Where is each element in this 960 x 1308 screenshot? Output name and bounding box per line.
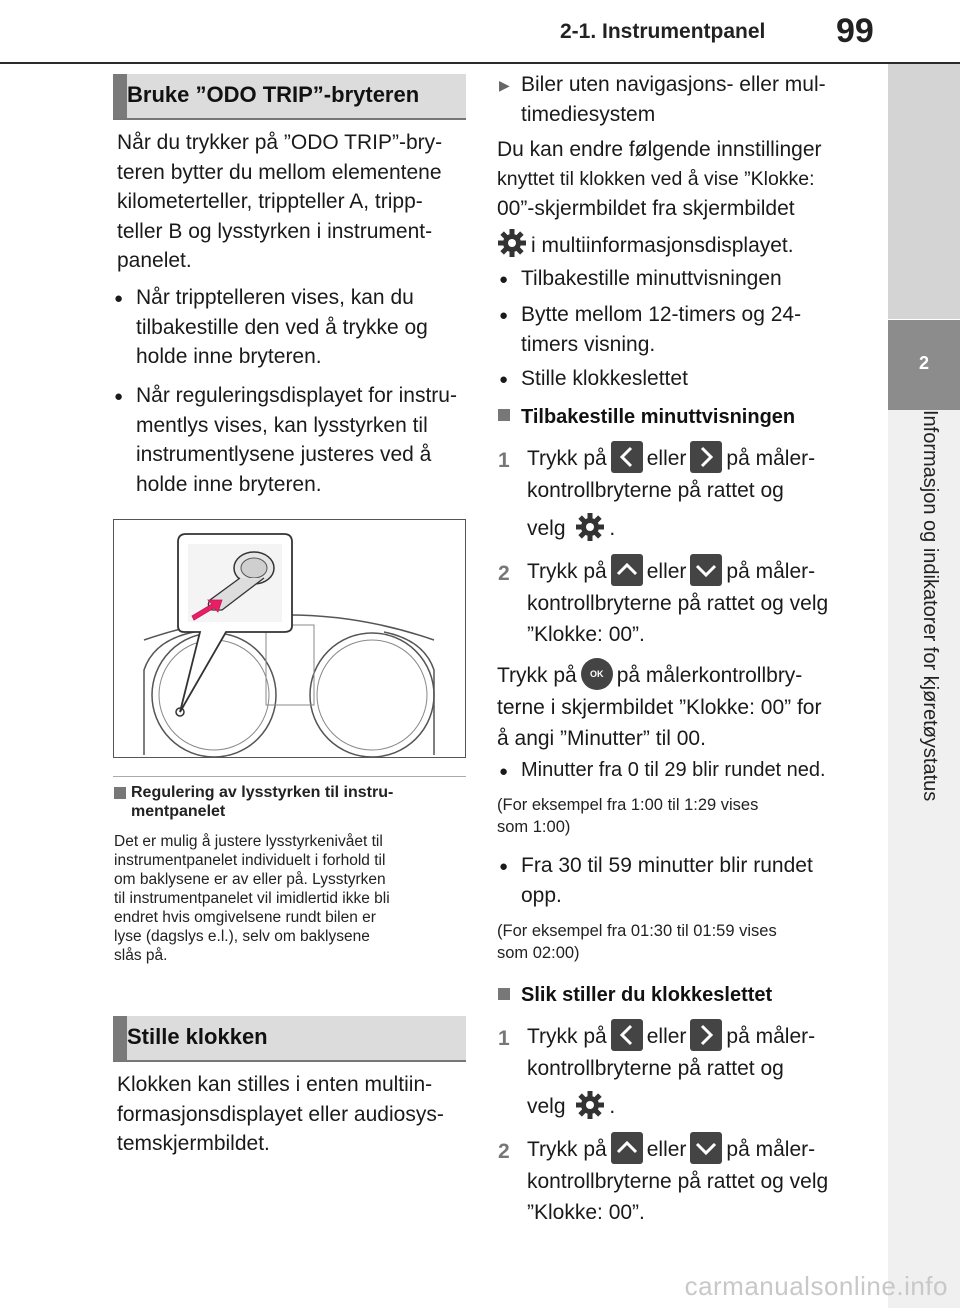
section-header-clock [113,1016,466,1062]
ok-button-icon: OK [581,658,613,690]
step-1-set-time: Trykk på eller på måler- kontrollbryterne på rattet og velg . [527,1021,857,1123]
page-number: 99 [836,12,874,50]
bullet-set-time: ● Stille klokkeslettet [521,364,851,394]
bullet-trip-reset: ● Når tripptelleren vises, kan du tilbakestille den ved å trykke og holde inne bryteren. [136,283,466,372]
vehicle-type-item: ▶ Biler uten navigasjons- eller mul- timediesystem [521,70,851,129]
example-1: (For eksempel fra 1:00 til 1:29 vises som 1:00) [497,796,759,836]
subhead-square-icon [498,409,510,421]
intro-paragraph: Når du trykker på ”ODO TRIP”-bry- teren bytter du mellom elementene kilometerteller, trippteller A, tripp- teller B og lysstyrken i instrument- panelet. [117,131,443,272]
chevron-down-icon [690,1132,722,1164]
header-rule [0,62,960,64]
bullet-12-24: ● Bytte mellom 12-timers og 24- timers visning. [521,300,851,359]
chapter-title: Informasjon og indikatorer for kjøretøystatus [919,410,941,802]
subhead-reset-minutes: Tilbakestille minuttvisningen [521,406,796,428]
section-header-text: Stille klokken [127,1024,268,1049]
subhead-square-icon [498,988,510,1000]
chevron-left-icon [611,441,643,473]
step-2-reset: Trykk på eller på måler- kontrollbryterne på rattet og velg ”Klokke: 00”. [527,556,857,650]
instrument-panel-illustration [113,519,466,758]
chevron-up-icon [611,1132,643,1164]
ok-paragraph: Trykk på OK på målerkontrollbry- terne i skjermbildet ”Klokke: 00” for å angi ”Minutter” til 00. [497,660,849,754]
clock-intro-paragraph: Klokken kan stilles i enten multiin- formasjonsdisplayet eller audiosys- temskjermbildet. [117,1073,444,1155]
step-number: 1 [498,449,510,472]
step-1-reset: Trykk på eller på måler- kontrollbryterne på rattet og velg . [527,443,857,545]
side-tab-top [888,64,960,319]
section-header-text: Bruke ”ODO TRIP”-bryteren [127,82,420,107]
section-header-odo-trip [113,74,466,120]
chevron-right-icon [690,1019,722,1051]
section-title: 2-1. Instrumentpanel [560,20,766,43]
chevron-down-icon [690,554,722,586]
gear-icon [497,228,527,258]
step-number: 2 [498,562,510,585]
settings-paragraph: Du kan endre følgende innstillinger knyttet til klokken ved å vise ”Klokke: 00”-skjermbildet fra skjermbildet i multiinformasjonsdisplayet. [497,138,822,257]
step-number: 1 [498,1027,510,1050]
chevron-left-icon [611,1019,643,1051]
gear-icon [575,1090,605,1120]
chapter-number-tab: 2 [888,320,960,410]
note-title: Regulering av lysstyrken til instru- mentpanelet [131,784,394,820]
watermark: carmanualsonline.info [684,1271,948,1301]
bullet-round-up: ● Fra 30 til 59 minutter blir rundet opp. [521,851,851,910]
bullet-round-down: ● Minutter fra 0 til 29 blir rundet ned. [521,756,851,786]
step-2-set-time: Trykk på eller på måler- kontrollbryterne på rattet og velg ”Klokke: 00”. [527,1134,857,1228]
bullet-reset-minutes: ● Tilbakestille minuttvisningen [521,264,851,294]
example-2: (For eksempel fra 01:30 til 01:59 vises som 02:00) [497,922,777,962]
note-body: Det er mulig å justere lysstyrkenivået til instrumentpanelet individuelt i forhold til om baklysene er av eller på. Lysstyrken til instrumentpanelet vil imidlertid ikke bli endret hvis omgivelsene rundt bilen er lyse (dagslys e.l.), selv om baklysene slås på. [114,833,390,964]
chevron-right-icon [690,441,722,473]
step-number: 2 [498,1140,510,1163]
bullet-brightness: ● Når reguleringsdisplayet for instru- mentlys vises, kan lysstyrken til instrumentlysene justeres ved å holde inne bryteren. [136,381,466,499]
note-square-icon [114,787,126,799]
note-divider [113,776,466,777]
subhead-set-time: Slik stiller du klokkeslettet [521,984,773,1006]
chevron-up-icon [611,554,643,586]
gear-icon [575,512,605,542]
